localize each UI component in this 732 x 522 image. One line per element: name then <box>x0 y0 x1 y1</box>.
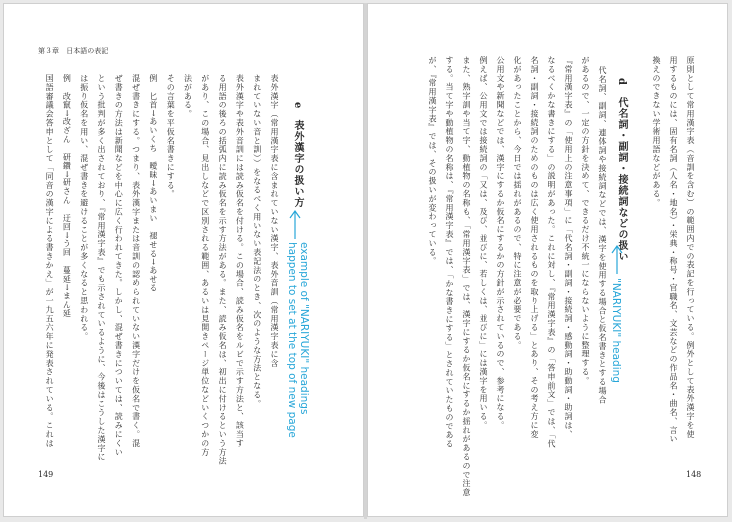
text-column: する。当て字や動植物の名称は、『常用漢字表』では、「かな書きにする」とされていたものである <box>445 56 454 449</box>
text-column: 『常用漢字表』の「使用上の注意事項」に「代名詞・副詞・接続詞・感動詞・助動詞・助詞は、 <box>564 56 573 439</box>
text-column: まれていない音と訓））をなるべく用いない表記法のとき、次のような方法となる。 <box>252 74 262 409</box>
text-column: 表外漢字（常用漢字表に含まれていない漢字、表外音訓（常用漢字表に含 <box>270 74 279 368</box>
text-column: が、『常用漢字表』では、その扱いが変わっている。 <box>428 56 437 266</box>
left-annotation-line-2: happen to set at the top of new page <box>286 242 299 438</box>
right-annotation-arrow-icon <box>609 244 625 274</box>
running-header <box>38 46 113 56</box>
right-annotation-line-1: "NARIYUKI" heading <box>610 278 623 383</box>
text-column: があり、この場合、見出しなどで区別される範囲、あるいは見開きページ単位などいくつかの方 <box>200 74 210 457</box>
right-page <box>367 3 728 517</box>
text-column: その言葉を平仮名書きにする。 <box>166 74 176 199</box>
text-column: 公用文や新聞などでは、漢字にするか仮名にするかの方針が示されているので、参考になる。 <box>496 56 505 430</box>
section-heading-d: d 代名詞・副詞・接続詞などの扱い <box>616 78 627 262</box>
text-column: 国語審議会答申として「同音の漢字による書きかえ」が一九五六年に発表されている。これは <box>45 74 55 448</box>
left-annotation-arrow-icon <box>287 209 303 239</box>
text-column: は振り仮名を用い、混ぜ書きを避けることが多くなると思われる。 <box>79 74 89 341</box>
chapter-number: 第３章 <box>38 47 59 55</box>
text-column: 例えば、公用文では接続詞の「又は、及び、並びに、若しくは、並びに」には漢字を用いる。 <box>479 56 488 430</box>
text-column: ぜ書きの方法は新聞などを中心に広く行われてきた。しかし、混ぜ書きについては、読みにくい <box>114 74 124 457</box>
text-column: 原則として常用漢字表（音訓を含む）の範囲内での表記を行っている。例外として表外漢字を使 <box>686 56 695 439</box>
chapter-title: 日本語の表記 <box>66 47 109 55</box>
text-column: 用するものには、固有名詞（人名・地名）・栄典・称号・官職名、文芸などの作品名・曲名、言い <box>669 56 678 444</box>
text-column: 法がある。 <box>183 74 193 119</box>
left-annotation <box>286 242 310 438</box>
text-column: があるので、一定の方針を決めて、できるだけ不統一にならないように整理する。 <box>581 56 590 386</box>
text-column: また、熟字訓や当て字、動植物の名称も、「常用漢字表」では、漢字にするか仮名にするか揺れがあるので注意 <box>462 56 471 497</box>
text-column: 化があったことから、今日では揺れがあるので、特に注意が必要である。 <box>513 56 522 350</box>
text-column: 代名詞、副詞、連体詞や接続詞などでは、漢字を使用する場合と仮名書きとする場合 <box>598 66 607 405</box>
left-annotation-line-1: example of "NARIYUKI" headings <box>298 242 311 415</box>
left-page <box>3 3 364 517</box>
text-column: 例 匕首→あいくち 曖昧→あいまい 褪せる→あせる <box>148 74 158 293</box>
text-column: 名詞・副詞・接続詞のためのものは広く使用されるものを取り上げる」とあり、その考え方に変 <box>530 56 539 439</box>
section-heading-e: e 表外漢字の扱い方 <box>292 102 303 209</box>
text-column: 表外漢字や表外音訓には読み仮名を付ける。この場合、読み仮名をルビで示す方法と、該当す <box>235 74 245 448</box>
text-column: 混ぜ書きにする。つまり、表外漢字または音訓の認められていない漢字だけを仮名で書く。混 <box>131 74 141 448</box>
text-column: なるべくかな書きにする」の説明があった。これに対し、『常用漢字表』の「答申前文」では、「代 <box>547 56 556 449</box>
text-column: 換えのできない学術用語などがある。 <box>652 56 661 208</box>
text-column: る用語の後ろの括弧内に読み仮名を示す方法がある。また、読み仮名は、初出に付けるという方法 <box>218 74 228 466</box>
page-number-right: 148 <box>686 470 702 479</box>
right-annotation <box>610 278 622 383</box>
text-column: という批判が多く出されており、『常用漢字表』でも示されているように、今後はこうした漢字に <box>97 74 106 462</box>
text-column: 例 改竄→改ざん 研鑽→研さん 迂回→う回 蔓延→まん延 <box>62 74 72 319</box>
book-spread <box>3 3 729 519</box>
page-number-left: 149 <box>38 470 54 479</box>
